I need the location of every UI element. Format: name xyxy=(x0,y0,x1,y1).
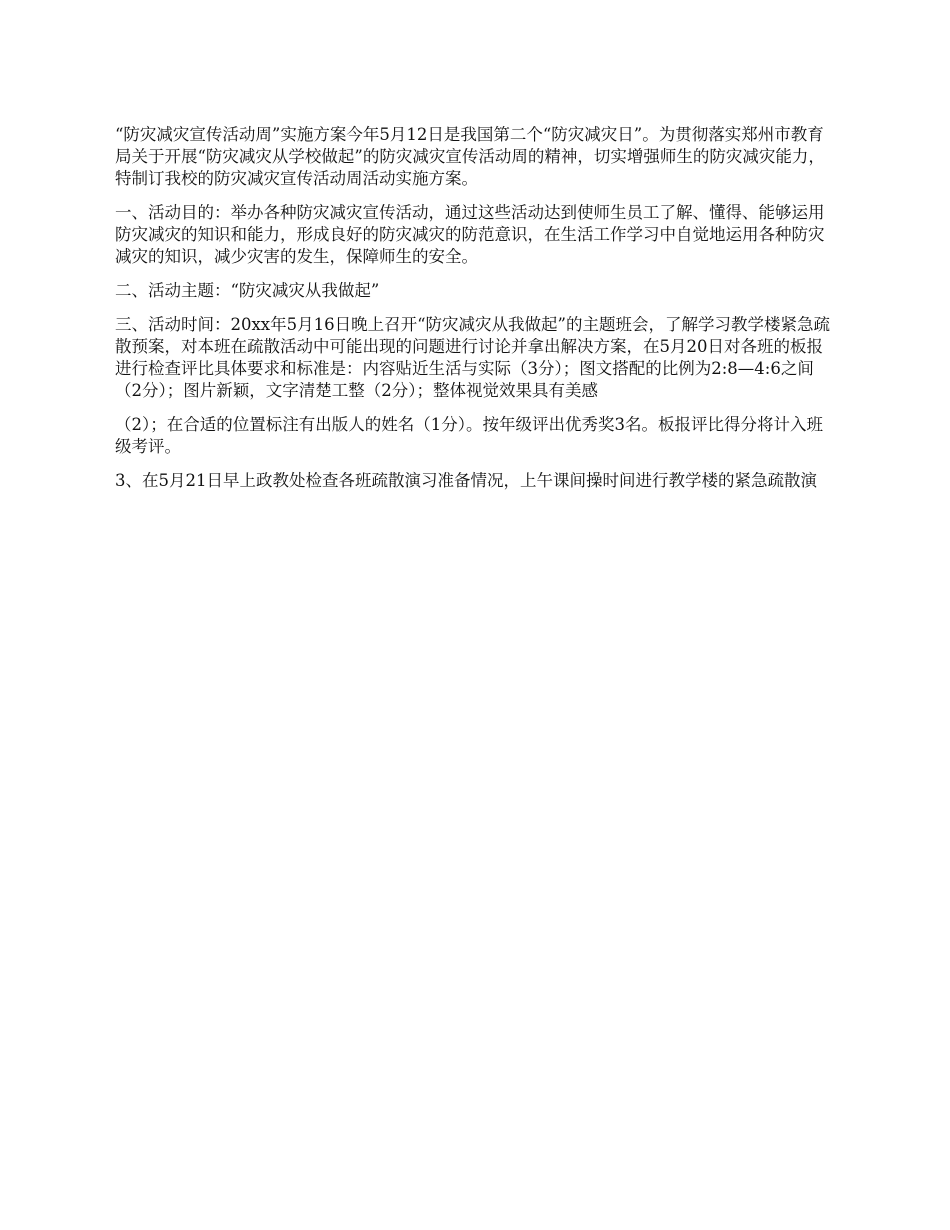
paragraph-theme: 二、活动主题：“防灾减灾从我做起” xyxy=(115,281,380,300)
paragraph-scoring: （2）；在合适的位置标注有出版人的姓名（1分）。按年级评出优秀奖3名。板报评比得分将计入班级考评。 xyxy=(115,415,823,456)
paragraph-time: 三、活动时间：20xx年5月16日晚上召开“防灾减灾从我做起”的主题班会，了解学习教学楼紧急疏散预案，对本班在疏散活动中可能出现的问题进行讨论并拿出解决方案，在5月20日对各班的板报进行检查评比具体要求和标准是：内容贴近生活与实际（3分）；图文搭配的比例为2:8—4:6之间（2分）；图片新颖，文字清楚工整（2分）；整体视觉效果具有美感 xyxy=(115,315,830,400)
paragraph-drill: 3、在5月21日早上政教处检查各班疏散演习准备情况，上午课间操时间进行教学楼的紧急疏散演 xyxy=(115,471,817,490)
paragraph-intro: “防灾减灾宣传活动周”实施方案今年5月12日是我国第二个“防灾减灾日”。为贯彻落实郑州市教育局关于开展“防灾减灾从学校做起”的防灾减灾宣传活动周的精神，切实增强师生的防灾减灾能力，特制订我校的防灾减灾宣传活动周活动实施方案。 xyxy=(115,125,825,188)
paragraph-purpose: 一、活动目的：举办各种防灾减灾宣传活动，通过这些活动达到使师生员工了解、懂得、能够运用防灾减灾的知识和能力，形成良好的防灾减灾的防范意识，在生活工作学习中自觉地运用各种防灾减灾的知识，减少灾害的发生，保障师生的安全。 xyxy=(115,203,825,266)
document-body xyxy=(115,124,837,504)
